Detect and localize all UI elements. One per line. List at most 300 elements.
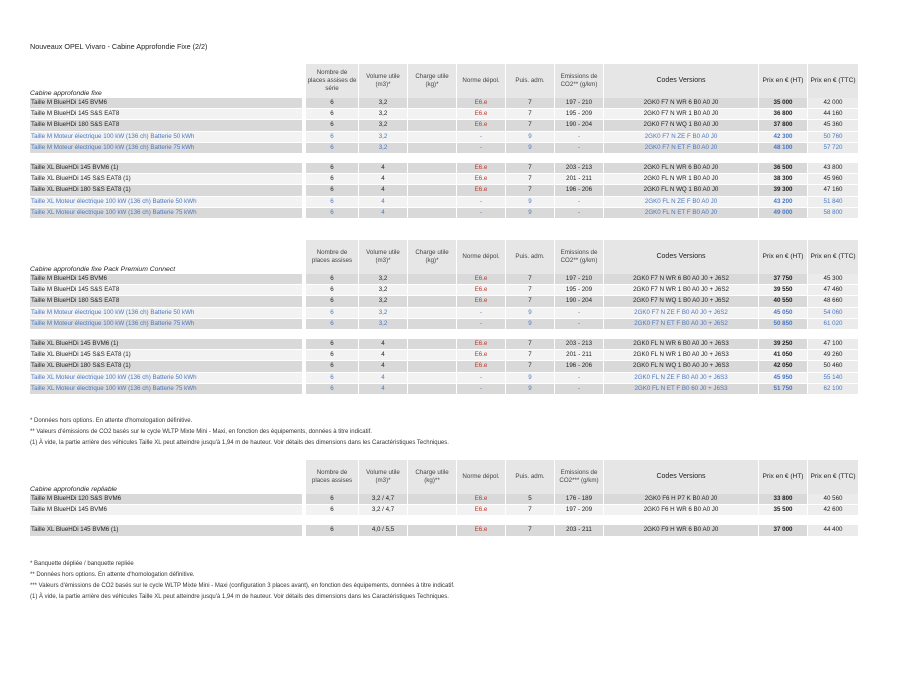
- cell-emis: 203 - 211: [555, 525, 603, 535]
- document-title: Nouveaux OPEL Vivaro - Cabine Approfondie Fixe (2/2): [30, 42, 208, 51]
- cell-code: 2GK0 FL N ZE F B0 A0 J0: [604, 197, 758, 207]
- cell-norme: -: [457, 132, 505, 142]
- cell-emis: -: [555, 308, 603, 318]
- cell-puis: 7: [506, 109, 554, 119]
- cell-ht: 45 050: [759, 308, 807, 318]
- cell-code: 2GK0 FL N WR 1 B0 A0 J0: [604, 174, 758, 184]
- table-row: [30, 185, 846, 196]
- table-row: [30, 208, 846, 219]
- group-spacer: [30, 154, 846, 163]
- cell-charge: [408, 197, 456, 207]
- cell-ttc: 62 100: [808, 384, 858, 394]
- cell-norme: E6.e: [457, 350, 505, 360]
- cell-charge: [408, 285, 456, 295]
- cell-volume: 3,2: [359, 120, 407, 130]
- cell-places: 6: [306, 98, 358, 108]
- table-row: [30, 120, 846, 131]
- cell-emis: 190 - 204: [555, 296, 603, 306]
- section-cabine-approfondie-fixe: [30, 64, 856, 219]
- cell-norme: E6.e: [457, 185, 505, 195]
- cell-emis: 196 - 206: [555, 361, 603, 371]
- cell-charge: [408, 274, 456, 284]
- cell-code: 2GK0 FL N ET F B0 60 J0 + J6S3: [604, 384, 758, 394]
- cell-puis: 7: [506, 350, 554, 360]
- cell-ttc: 44 160: [808, 109, 858, 119]
- cell-volume: 4: [359, 373, 407, 383]
- cell-ht: 51 750: [759, 384, 807, 394]
- footnote-5: ** Données hors options. En attente d'homologation définitive.: [30, 572, 195, 578]
- cell-ht: 35 500: [759, 505, 807, 515]
- section-title: Cabine approfondie fixe Pack Premium Connect: [30, 266, 176, 273]
- table-row: [30, 285, 846, 296]
- cell-ht: 39 250: [759, 339, 807, 349]
- cell-ht: 40 550: [759, 296, 807, 306]
- cell-puis: 9: [506, 308, 554, 318]
- cell-code: 2GK0 F7 N WR 6 B0 A0 J0: [604, 98, 758, 108]
- cell-puis: 7: [506, 361, 554, 371]
- cell-ttc: 50 760: [808, 132, 858, 142]
- table-row: [30, 339, 846, 350]
- footnote-3: (1) À vide, la partie arrière des véhicules Taille XL peut atteindre jusqu'à 1,94 m de hauteur. Voir détails des dimensions dans les Caractéristiques Techniques.: [30, 440, 449, 446]
- cell-charge: [408, 525, 456, 535]
- header-codes: Codes Versions: [604, 64, 758, 98]
- group-spacer: [30, 516, 846, 525]
- cell-name: Taille M BlueHDi 145 S&S EAT8: [30, 285, 302, 295]
- cell-volume: 3,2: [359, 143, 407, 153]
- cell-norme: -: [457, 197, 505, 207]
- cell-places: 6: [306, 319, 358, 329]
- cell-ht: 33 800: [759, 494, 807, 504]
- table-row: [30, 373, 846, 384]
- section-title: Cabine approfondie repliable: [30, 486, 117, 493]
- table-row: [30, 350, 846, 361]
- cell-puis: 7: [506, 163, 554, 173]
- cell-volume: 3,2: [359, 319, 407, 329]
- cell-code: 2GK0 FL N WQ 1 B0 A0 J0 + J6S3: [604, 361, 758, 371]
- cell-charge: [408, 505, 456, 515]
- cell-name: Taille M Moteur électrique 100 kW (136 ch) Batterie 50 kWh: [30, 308, 302, 318]
- cell-code: 2GK0 F7 N ZE F B0 A0 J0: [604, 132, 758, 142]
- cell-ht: 42 300: [759, 132, 807, 142]
- cell-puis: 5: [506, 494, 554, 504]
- cell-emis: 203 - 213: [555, 163, 603, 173]
- cell-name: Taille M BlueHDi 145 BVM6: [30, 505, 302, 515]
- cell-volume: 3,2: [359, 132, 407, 142]
- cell-ht: 49 000: [759, 208, 807, 218]
- cell-emis: -: [555, 143, 603, 153]
- cell-puis: 9: [506, 197, 554, 207]
- cell-norme: E6.e: [457, 525, 505, 535]
- cell-emis: 196 - 206: [555, 185, 603, 195]
- cell-ht: 39 550: [759, 285, 807, 295]
- cell-volume: 3,2 / 4,7: [359, 505, 407, 515]
- cell-norme: E6.e: [457, 274, 505, 284]
- table-row: [30, 98, 846, 109]
- cell-norme: E6.e: [457, 109, 505, 119]
- cell-ttc: 55 140: [808, 373, 858, 383]
- cell-code: 2GK0 F6 H P7 K B0 A0 J0: [604, 494, 758, 504]
- footnote-2: ** Valeurs d'émissions de CO2 basés sur le cycle WLTP Mixte Mini - Maxi, en fonction des équipements, données à titre indicatif.: [30, 429, 372, 435]
- cell-norme: E6.e: [457, 285, 505, 295]
- cell-name: Taille XL Moteur électrique 100 kW (136 ch) Batterie 50 kWh: [30, 373, 302, 383]
- cell-charge: [408, 361, 456, 371]
- cell-code: 2GK0 F7 N WQ 1 B0 A0 J0: [604, 120, 758, 130]
- cell-volume: 4,0 / 5,5: [359, 525, 407, 535]
- cell-charge: [408, 174, 456, 184]
- cell-code: 2GK0 F7 N WR 1 B0 A0 J0: [604, 109, 758, 119]
- cell-norme: E6.e: [457, 120, 505, 130]
- cell-places: 6: [306, 339, 358, 349]
- cell-places: 6: [306, 174, 358, 184]
- cell-charge: [408, 319, 456, 329]
- cell-emis: 203 - 213: [555, 339, 603, 349]
- cell-ttc: 42 600: [808, 505, 858, 515]
- cell-charge: [408, 109, 456, 119]
- table-row: [30, 494, 846, 505]
- cell-puis: 7: [506, 339, 554, 349]
- cell-norme: -: [457, 373, 505, 383]
- cell-code: 2GK0 F9 H WR 6 B0 A0 J0: [604, 525, 758, 535]
- cell-ttc: 47 460: [808, 285, 858, 295]
- cell-ht: 45 950: [759, 373, 807, 383]
- cell-norme: E6.e: [457, 361, 505, 371]
- cell-volume: 4: [359, 350, 407, 360]
- table-header: [30, 64, 856, 98]
- cell-volume: 3,2: [359, 98, 407, 108]
- cell-code: 2GK0 F7 N WR 6 B0 A0 J0 + J6S2: [604, 274, 758, 284]
- cell-ht: 48 100: [759, 143, 807, 153]
- table-row: [30, 132, 846, 143]
- cell-places: 6: [306, 350, 358, 360]
- cell-emis: -: [555, 373, 603, 383]
- cell-puis: 7: [506, 185, 554, 195]
- header-puis: Puis. adm.: [506, 64, 554, 98]
- cell-code: 2GK0 F7 N WR 1 B0 A0 J0 + J6S2: [604, 285, 758, 295]
- cell-ht: 43 200: [759, 197, 807, 207]
- cell-name: Taille M BlueHDi 120 S&S BVM6: [30, 494, 302, 504]
- cell-charge: [408, 373, 456, 383]
- cell-places: 6: [306, 525, 358, 535]
- header-volume: Volume utile (m3)*: [359, 460, 407, 494]
- cell-emis: 190 - 204: [555, 120, 603, 130]
- header-norme: Norme dépol.: [457, 460, 505, 494]
- cell-code: 2GK0 FL N ET F B0 A0 J0: [604, 208, 758, 218]
- cell-ttc: 47 100: [808, 339, 858, 349]
- cell-ttc: 45 960: [808, 174, 858, 184]
- cell-emis: 197 - 209: [555, 505, 603, 515]
- cell-code: 2GK0 F7 N ET F B0 A0 J0: [604, 143, 758, 153]
- cell-places: 6: [306, 308, 358, 318]
- header-prix_ht: Prix en € (HT): [759, 64, 807, 98]
- header-volume: Volume utile (m3)*: [359, 240, 407, 274]
- cell-charge: [408, 296, 456, 306]
- header-puis: Puis. adm.: [506, 460, 554, 494]
- cell-charge: [408, 384, 456, 394]
- cell-ttc: 45 300: [808, 274, 858, 284]
- cell-puis: 7: [506, 120, 554, 130]
- cell-charge: [408, 120, 456, 130]
- cell-code: 2GK0 F7 N WQ 1 B0 A0 J0 + J6S2: [604, 296, 758, 306]
- footnote-4: * Banquette dépliée / banquette repliée: [30, 561, 134, 567]
- cell-places: 6: [306, 109, 358, 119]
- cell-charge: [408, 132, 456, 142]
- cell-places: 6: [306, 274, 358, 284]
- cell-ttc: 57 720: [808, 143, 858, 153]
- cell-charge: [408, 308, 456, 318]
- header-norme: Norme dépol.: [457, 240, 505, 274]
- cell-norme: E6.e: [457, 505, 505, 515]
- cell-ht: 41 050: [759, 350, 807, 360]
- cell-ttc: 54 060: [808, 308, 858, 318]
- table-header: [30, 460, 856, 494]
- cell-places: 6: [306, 197, 358, 207]
- cell-norme: -: [457, 319, 505, 329]
- header-places: Nombre de places assises de série: [306, 64, 358, 98]
- cell-name: Taille XL BlueHDi 180 S&S EAT8 (1): [30, 361, 302, 371]
- cell-ttc: 43 800: [808, 163, 858, 173]
- cell-ht: 36 800: [759, 109, 807, 119]
- cell-places: 6: [306, 505, 358, 515]
- cell-places: 6: [306, 185, 358, 195]
- header-charge: Charge utile (kg)*: [408, 64, 456, 98]
- header-charge: Charge utile (kg)*: [408, 240, 456, 274]
- cell-name: Taille M BlueHDi 145 BVM6: [30, 98, 302, 108]
- cell-name: Taille XL BlueHDi 145 BVM6 (1): [30, 163, 302, 173]
- table-row: [30, 274, 846, 285]
- cell-ttc: 61 020: [808, 319, 858, 329]
- cell-puis: 7: [506, 505, 554, 515]
- cell-volume: 4: [359, 185, 407, 195]
- cell-norme: E6.e: [457, 339, 505, 349]
- cell-name: Taille M Moteur électrique 100 kW (136 ch) Batterie 50 kWh: [30, 132, 302, 142]
- footnote-7: (1) À vide, la partie arrière des véhicules Taille XL peut atteindre jusqu'à 1,94 m de hauteur. Voir détails des dimensions dans les Caractéristiques Techniques.: [30, 594, 449, 600]
- cell-ht: 35 000: [759, 98, 807, 108]
- cell-name: Taille M Moteur électrique 100 kW (136 ch) Batterie 75 kWh: [30, 143, 302, 153]
- header-volume: Volume utile (m3)*: [359, 64, 407, 98]
- cell-places: 6: [306, 361, 358, 371]
- cell-volume: 4: [359, 339, 407, 349]
- table-row: [30, 296, 846, 307]
- cell-places: 6: [306, 132, 358, 142]
- cell-code: 2GK0 FL N ZE F B0 A0 J0 + J6S3: [604, 373, 758, 383]
- cell-norme: -: [457, 208, 505, 218]
- cell-name: Taille XL BlueHDi 145 S&S EAT8 (1): [30, 174, 302, 184]
- cell-emis: 201 - 211: [555, 350, 603, 360]
- cell-volume: 3,2: [359, 285, 407, 295]
- cell-places: 6: [306, 296, 358, 306]
- cell-puis: 9: [506, 384, 554, 394]
- cell-emis: -: [555, 319, 603, 329]
- table-row: [30, 163, 846, 174]
- table-row: [30, 143, 846, 154]
- cell-code: 2GK0 F7 N ET F B0 A0 J0 + J6S2: [604, 319, 758, 329]
- cell-ht: 50 850: [759, 319, 807, 329]
- cell-emis: 176 - 189: [555, 494, 603, 504]
- header-prix_ht: Prix en € (HT): [759, 460, 807, 494]
- section-pack-premium-connect: [30, 240, 856, 395]
- cell-places: 6: [306, 143, 358, 153]
- cell-ht: 36 500: [759, 163, 807, 173]
- cell-puis: 9: [506, 132, 554, 142]
- header-emis: Emissions de CO2*** (g/km): [555, 460, 603, 494]
- section-title: Cabine approfondie fixe: [30, 90, 102, 97]
- cell-volume: 3,2: [359, 109, 407, 119]
- cell-code: 2GK0 FL N WQ 1 B0 A0 J0: [604, 185, 758, 195]
- cell-puis: 7: [506, 296, 554, 306]
- cell-volume: 4: [359, 384, 407, 394]
- cell-emis: 201 - 211: [555, 174, 603, 184]
- cell-norme: -: [457, 308, 505, 318]
- cell-ttc: 47 160: [808, 185, 858, 195]
- cell-name: Taille XL BlueHDi 145 BVM6 (1): [30, 525, 302, 535]
- cell-emis: 197 - 210: [555, 98, 603, 108]
- cell-name: Taille XL BlueHDi 145 S&S EAT8 (1): [30, 350, 302, 360]
- cell-norme: -: [457, 384, 505, 394]
- cell-charge: [408, 163, 456, 173]
- cell-ttc: 48 660: [808, 296, 858, 306]
- cell-name: Taille M BlueHDi 180 S&S EAT8: [30, 296, 302, 306]
- cell-name: Taille XL Moteur électrique 100 kW (136 ch) Batterie 75 kWh: [30, 384, 302, 394]
- cell-volume: 4: [359, 197, 407, 207]
- cell-norme: E6.e: [457, 163, 505, 173]
- cell-puis: 7: [506, 285, 554, 295]
- table-row: [30, 319, 846, 330]
- cell-norme: E6.e: [457, 98, 505, 108]
- cell-charge: [408, 143, 456, 153]
- cell-puis: 7: [506, 98, 554, 108]
- cell-ttc: 42 000: [808, 98, 858, 108]
- cell-volume: 3,2: [359, 308, 407, 318]
- cell-volume: 4: [359, 208, 407, 218]
- cell-charge: [408, 339, 456, 349]
- cell-ht: 37 000: [759, 525, 807, 535]
- group-spacer: [30, 330, 846, 339]
- cell-ht: 38 300: [759, 174, 807, 184]
- cell-ttc: 45 360: [808, 120, 858, 130]
- header-codes: Codes Versions: [604, 240, 758, 274]
- cell-charge: [408, 350, 456, 360]
- cell-puis: 9: [506, 208, 554, 218]
- cell-emis: -: [555, 197, 603, 207]
- cell-ttc: 50 460: [808, 361, 858, 371]
- table-row: [30, 109, 846, 120]
- header-emis: Emissions de CO2** (g/km): [555, 240, 603, 274]
- cell-puis: 7: [506, 525, 554, 535]
- cell-emis: 195 - 209: [555, 285, 603, 295]
- cell-ttc: 40 560: [808, 494, 858, 504]
- header-codes: Codes Versions: [604, 460, 758, 494]
- header-puis: Puis. adm.: [506, 240, 554, 274]
- cell-code: 2GK0 FL N WR 6 B0 A0 J0: [604, 163, 758, 173]
- cell-code: 2GK0 FL N WR 6 B0 A0 J0 + J6S3: [604, 339, 758, 349]
- cell-code: 2GK0 FL N WR 1 B0 A0 J0 + J6S3: [604, 350, 758, 360]
- cell-name: Taille M BlueHDi 145 BVM6: [30, 274, 302, 284]
- cell-emis: 195 - 209: [555, 109, 603, 119]
- cell-name: Taille M Moteur électrique 100 kW (136 ch) Batterie 75 kWh: [30, 319, 302, 329]
- cell-name: Taille XL Moteur électrique 100 kW (136 ch) Batterie 50 kWh: [30, 197, 302, 207]
- cell-code: 2GK0 F6 H WR 6 B0 A0 J0: [604, 505, 758, 515]
- table-row: [30, 308, 846, 319]
- cell-ttc: 49 260: [808, 350, 858, 360]
- cell-name: Taille XL BlueHDi 180 S&S EAT8 (1): [30, 185, 302, 195]
- table-row: [30, 197, 846, 208]
- cell-norme: E6.e: [457, 494, 505, 504]
- cell-charge: [408, 494, 456, 504]
- table-row: [30, 361, 846, 372]
- cell-places: 6: [306, 285, 358, 295]
- cell-name: Taille XL BlueHDi 145 BVM6 (1): [30, 339, 302, 349]
- cell-puis: 7: [506, 274, 554, 284]
- cell-name: Taille M BlueHDi 145 S&S EAT8: [30, 109, 302, 119]
- cell-ht: 42 050: [759, 361, 807, 371]
- cell-places: 6: [306, 208, 358, 218]
- cell-volume: 4: [359, 174, 407, 184]
- cell-charge: [408, 185, 456, 195]
- cell-ht: 37 800: [759, 120, 807, 130]
- cell-charge: [408, 208, 456, 218]
- cell-places: 6: [306, 120, 358, 130]
- cell-norme: E6.e: [457, 296, 505, 306]
- table-row: [30, 525, 846, 536]
- cell-norme: -: [457, 143, 505, 153]
- cell-volume: 3,2: [359, 274, 407, 284]
- cell-puis: 9: [506, 319, 554, 329]
- cell-volume: 3,2 / 4,7: [359, 494, 407, 504]
- table-row: [30, 505, 846, 516]
- cell-places: 6: [306, 494, 358, 504]
- cell-puis: 7: [506, 174, 554, 184]
- header-prix_ht: Prix en € (HT): [759, 240, 807, 274]
- cell-name: Taille XL Moteur électrique 100 kW (136 ch) Batterie 75 kWh: [30, 208, 302, 218]
- header-places: Nombre de places assises: [306, 460, 358, 494]
- table-row: [30, 384, 846, 395]
- table-header: [30, 240, 856, 274]
- cell-charge: [408, 98, 456, 108]
- cell-ttc: 51 840: [808, 197, 858, 207]
- cell-volume: 4: [359, 361, 407, 371]
- cell-places: 6: [306, 373, 358, 383]
- header-emis: Emissions de CO2** (g/km): [555, 64, 603, 98]
- cell-norme: E6.e: [457, 174, 505, 184]
- cell-puis: 9: [506, 373, 554, 383]
- cell-name: Taille M BlueHDi 180 S&S EAT8: [30, 120, 302, 130]
- cell-ttc: 44 400: [808, 525, 858, 535]
- header-places: Nombre de places assises: [306, 240, 358, 274]
- cell-emis: -: [555, 132, 603, 142]
- header-norme: Norme dépol.: [457, 64, 505, 98]
- footnote-6: *** Valeurs d'émissions de CO2 basés sur le cycle WLTP Mixte Mini - Maxi (configuration 3 places avant), en fonction des équipements, données à titre indicatif.: [30, 583, 455, 589]
- header-prix_ttc: Prix en € (TTC): [808, 240, 858, 274]
- table-row: [30, 174, 846, 185]
- cell-code: 2GK0 F7 N ZE F B0 A0 J0 + J6S2: [604, 308, 758, 318]
- cell-ttc: 58 800: [808, 208, 858, 218]
- cell-places: 6: [306, 163, 358, 173]
- header-prix_ttc: Prix en € (TTC): [808, 460, 858, 494]
- cell-volume: 4: [359, 163, 407, 173]
- cell-ht: 37 750: [759, 274, 807, 284]
- cell-volume: 3,2: [359, 296, 407, 306]
- footnote-1: * Données hors options. En attente d'homologation définitive.: [30, 418, 193, 424]
- cell-puis: 9: [506, 143, 554, 153]
- header-charge: Charge utile (kg)**: [408, 460, 456, 494]
- cell-emis: 197 - 210: [555, 274, 603, 284]
- section-cabine-approfondie-repliable: [30, 460, 856, 537]
- cell-emis: -: [555, 208, 603, 218]
- header-prix_ttc: Prix en € (TTC): [808, 64, 858, 98]
- cell-ht: 39 300: [759, 185, 807, 195]
- cell-places: 6: [306, 384, 358, 394]
- cell-emis: -: [555, 384, 603, 394]
